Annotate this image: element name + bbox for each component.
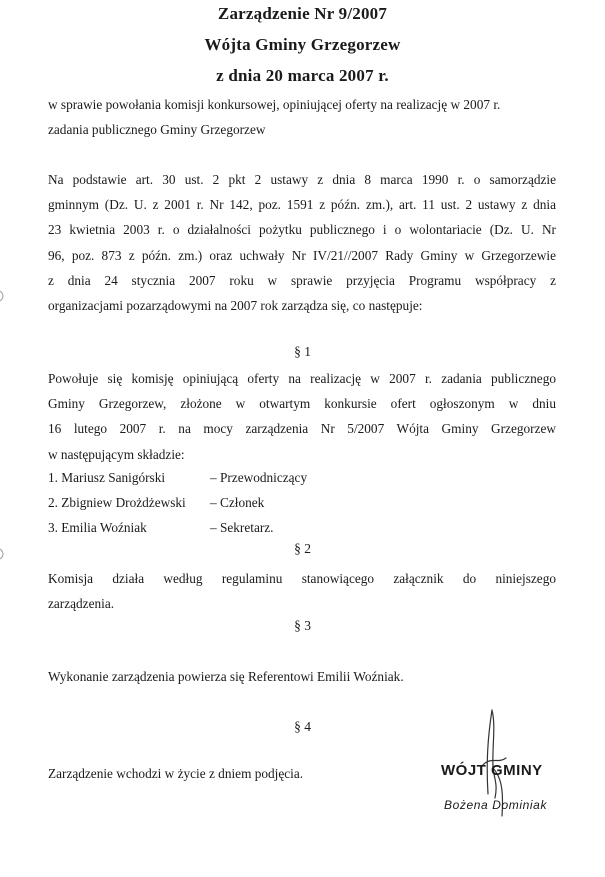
scan-margin-mark [0,548,6,560]
section-1-label: § 1 [294,344,311,359]
section-4-line: Zarządzenie wchodzi w życie z dniem podjęcia. [48,766,304,781]
subject-line: w sprawie powołania komisji konkursowej, opiniującej oferty na realizację w 2007 r. [48,97,501,112]
signatory-title: WÓJT GMINY [441,762,543,779]
document-title-issuer: Wójta Gminy Grzegorzew [204,35,401,54]
section-1-line: Powołuje się komisję opiniującą oferty na realizację w 2007 r. zadania publicznego [48,371,556,386]
section-2-paragraph [48,566,556,616]
preamble-line: 96, poz. 873 z późn. zm.) oraz uchwały Nr IV/21//2007 Rady Gminy w Grzegorzewie [48,247,556,263]
scan-margin-mark [0,290,6,302]
preamble-line: gminnym (Dz. U. z 2001 r. Nr 142, poz. 1591 z późn. zm.), art. 11 ust. 2 ustawy z dnia [48,197,556,213]
signatory-name: Bożena Dominiak [444,798,548,812]
committee-member-role: – Sekretarz. [210,520,274,535]
committee-member-name: 2. Zbigniew Drożdżewski [48,495,186,510]
section-3-paragraph [48,664,556,689]
section-2-line: Komisja działa według regulaminu stanowiącego załącznik do niniejszego [48,571,556,586]
document-title-number: Zarządzenie Nr 9/2007 [217,4,388,23]
preamble-line: z dnia 24 stycznia 2007 roku w sprawie przyjęcia Programu współpracy z [48,272,556,288]
section-2-line: zarządzenia. [48,596,115,612]
section-2-label: § 2 [294,541,311,556]
subject-line: zadania publicznego Gminy Grzegorzew [48,122,266,138]
preamble-paragraph [48,167,556,318]
preamble-line: organizacjami pozarządowymi na 2007 rok zarządza się, co następuje: [48,298,423,314]
committee-member-role: – Przewodniczący [210,470,308,485]
committee-member-name: 3. Emilia Woźniak [48,520,147,535]
document-title-date: z dnia 20 marca 2007 r. [216,66,389,85]
section-3-line: Wykonanie zarządzenia powierza się Referentowi Emilii Woźniak. [48,669,404,684]
subject-paragraph [48,92,556,142]
section-1-line: w następującym składzie: [48,446,185,462]
section-4-label: § 4 [294,719,311,734]
committee-member-name: 1. Mariusz Sanigórski [48,470,166,485]
section-1-paragraph [48,366,556,467]
committee-member-role: – Członek [210,495,265,510]
preamble-line: 23 kwietnia 2003 r. o działalności pożytku publicznego i o wolontariacie (Dz. U. Nr [48,222,556,238]
preamble-line: Na podstawie art. 30 ust. 2 pkt 2 ustawy z dnia 8 marca 1990 r. o samorządzie [48,172,556,187]
section-3-label: § 3 [294,618,311,633]
section-1-line: Gminy Grzegorzew, złożone w otwartym konkursie ofert ogłoszonym w dniu [48,396,556,412]
section-1-line: 16 lutego 2007 r. na mocy zarządzenia Nr 5/2007 Wójta Gminy Grzegorzew [48,421,556,437]
